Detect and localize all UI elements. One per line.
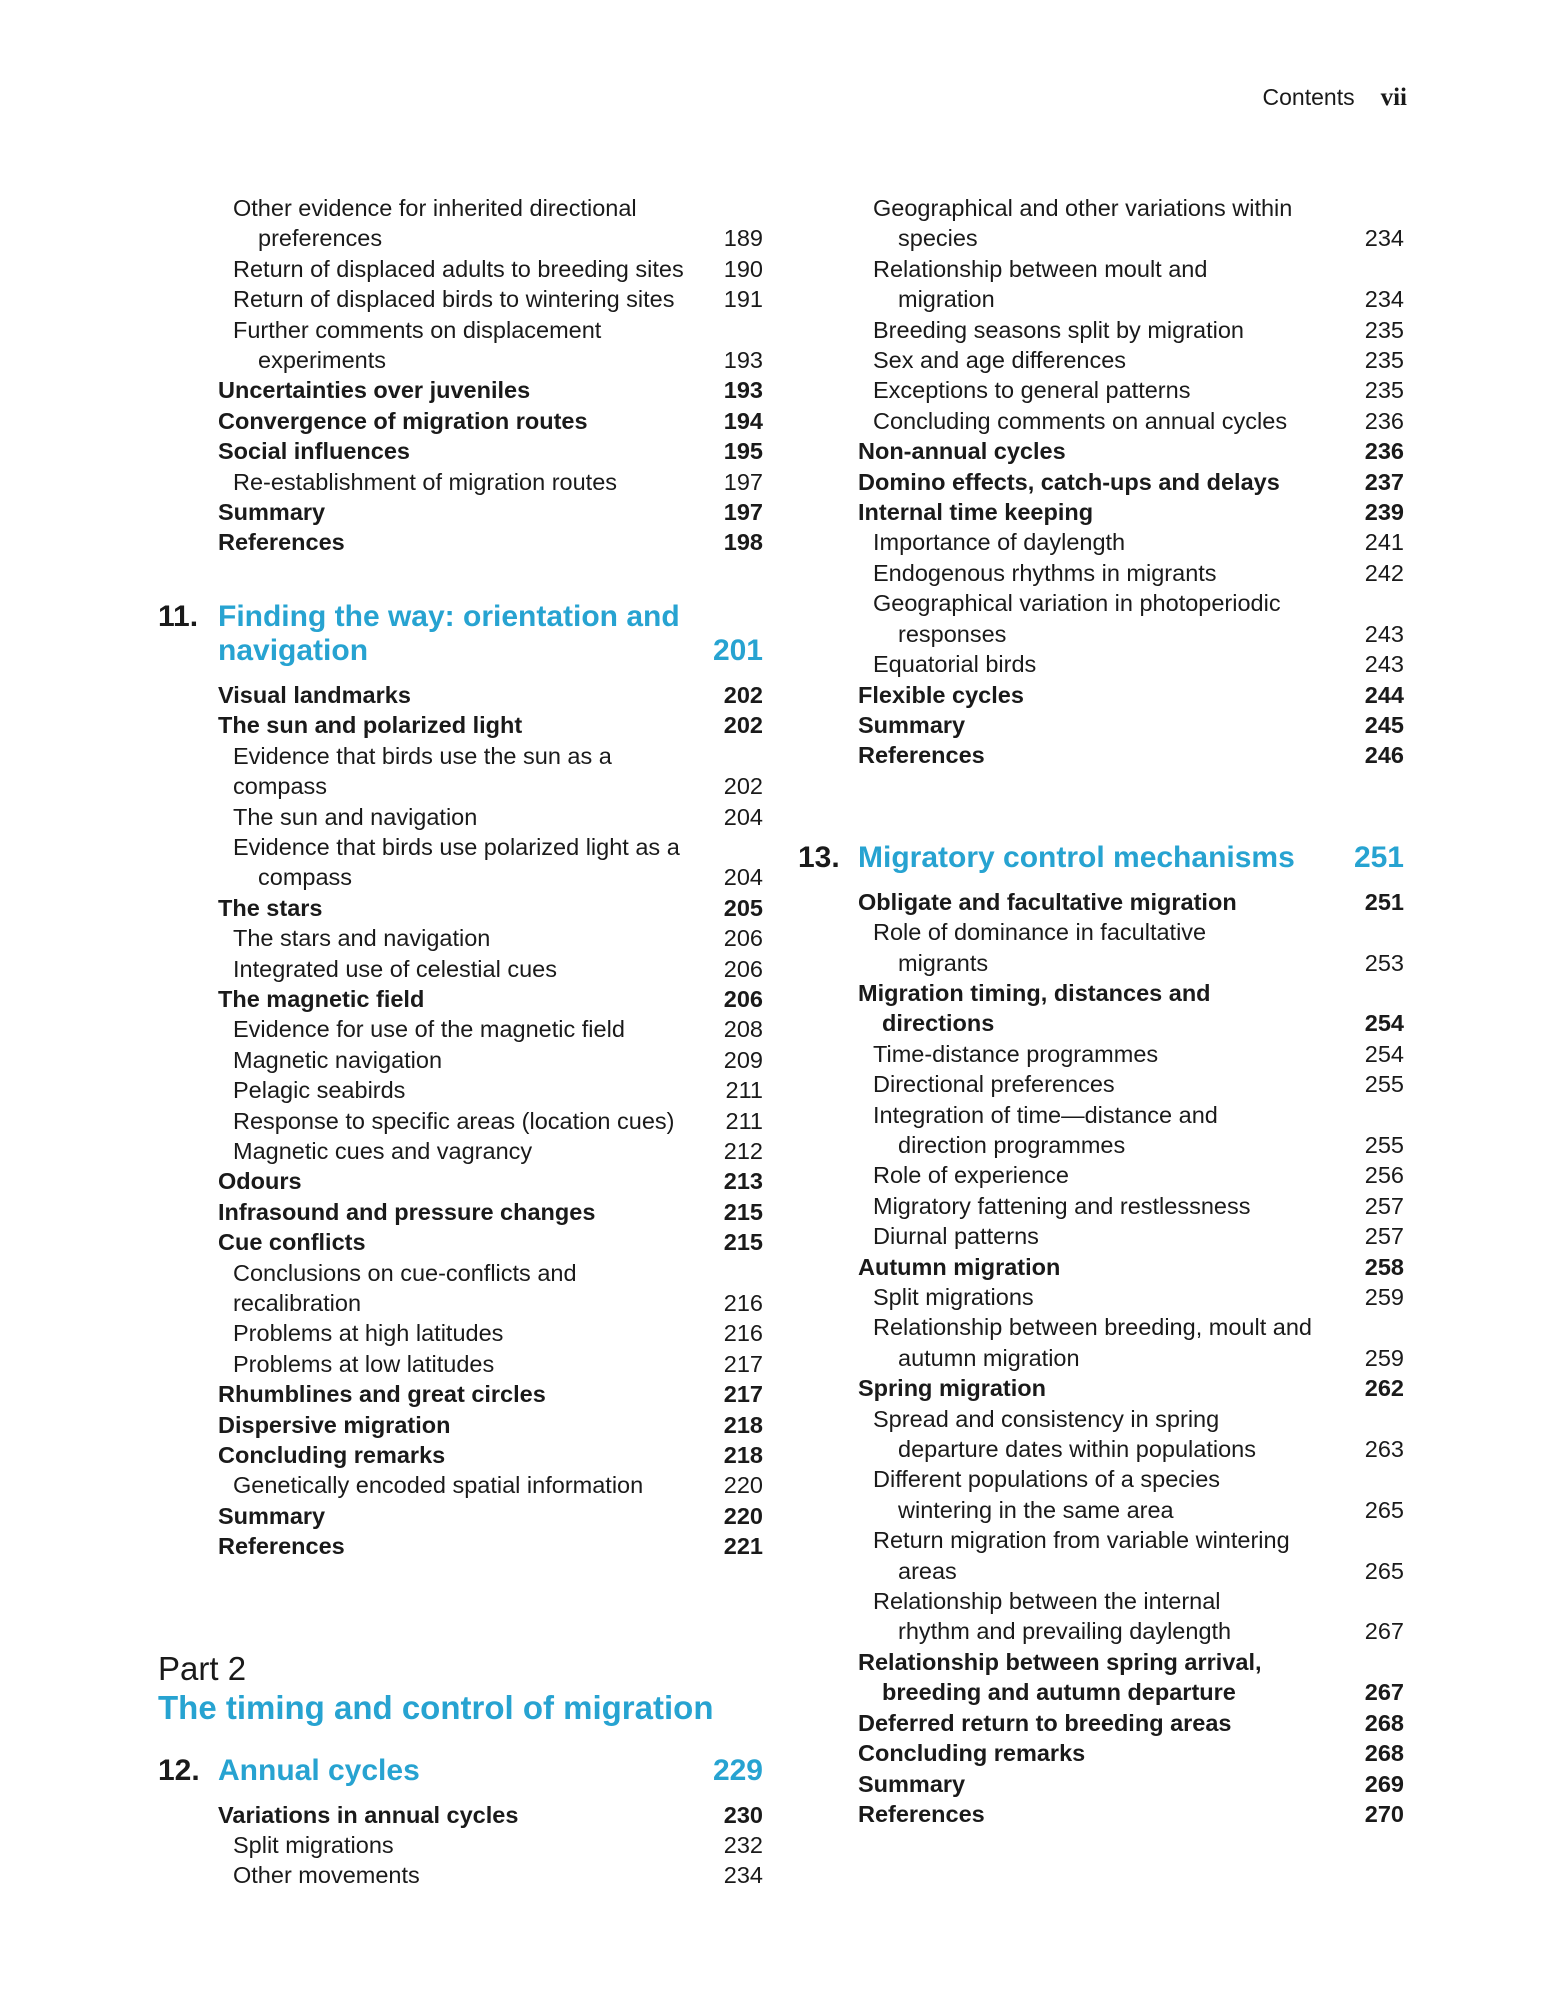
chapter-heading <box>158 1754 763 1788</box>
toc-entry-title: Evidence that birds use polarized light as a <box>233 833 680 860</box>
toc-entry-page: 189 <box>723 225 763 252</box>
toc-entry-title: Rhumblines and great circles <box>218 1381 546 1408</box>
toc-entry-page: 202 <box>723 681 763 708</box>
chapter-title: Annual cycles <box>218 1753 420 1787</box>
toc-entry-title: Variations in annual cycles <box>218 1801 519 1828</box>
toc-entry-page: 267 <box>1364 1618 1404 1645</box>
toc-entry-title: Uncertainties over juveniles <box>218 377 531 404</box>
toc-entry-page: 204 <box>723 803 763 830</box>
toc-entry <box>858 1708 1404 1738</box>
toc-entry-title: Visual landmarks <box>218 681 411 708</box>
toc-entry-page: 262 <box>1364 1375 1404 1402</box>
toc-entry-page: 217 <box>723 1350 763 1377</box>
toc-entry-page: 259 <box>1364 1344 1404 1371</box>
toc-entry-page: 211 <box>725 1077 763 1104</box>
toc-entry-page: 215 <box>723 1198 763 1225</box>
toc-entry <box>218 193 763 254</box>
toc-entry-title: Endogenous rhythms in migrants <box>873 559 1217 586</box>
toc-entry-title-continued: autumn migration <box>898 1344 1080 1371</box>
toc-entry-title: Summary <box>858 711 966 738</box>
toc-entry <box>858 680 1404 710</box>
toc-entry <box>858 406 1404 436</box>
toc-entry-page: 234 <box>1364 286 1404 313</box>
toc-entry-page: 193 <box>723 347 763 374</box>
toc-entry <box>858 917 1404 978</box>
toc-entry <box>858 1221 1404 1251</box>
toc-entry <box>858 1312 1404 1373</box>
toc-entry <box>218 1318 763 1348</box>
toc-group <box>858 887 1404 1830</box>
toc-entry-title: Relationship between breeding, moult and <box>873 1314 1312 1341</box>
toc-entry-page: 195 <box>723 438 763 465</box>
toc-entry <box>218 1860 763 1890</box>
toc-entry-page: 265 <box>1364 1496 1404 1523</box>
toc-entry-page: 245 <box>1364 711 1404 738</box>
toc-entry-title: Summary <box>858 1770 966 1797</box>
toc-entry-page: 241 <box>1364 529 1404 556</box>
toc-entry <box>218 954 763 984</box>
toc-group <box>218 1800 763 1891</box>
toc-entry <box>218 1349 763 1379</box>
toc-entry-page: 235 <box>1364 377 1404 404</box>
toc-entry <box>858 345 1404 375</box>
toc-entry-title: Integrated use of celestial cues <box>233 955 557 982</box>
toc-entry <box>858 1069 1404 1099</box>
toc-entry <box>218 1800 763 1830</box>
right-column <box>798 193 1404 1829</box>
toc-group <box>218 680 763 1562</box>
toc-entry-title: Social influences <box>218 438 410 465</box>
toc-entry <box>218 1470 763 1500</box>
toc-entry-page: 244 <box>1364 681 1404 708</box>
toc-entry-title: Response to specific areas (location cues) <box>233 1107 675 1134</box>
toc-entry-title: Relationship between the internal <box>873 1588 1221 1615</box>
toc-entry <box>858 467 1404 497</box>
toc-entry <box>218 284 763 314</box>
toc-entry-title: Evidence that birds use the sun as a compass <box>233 742 612 800</box>
toc-entry-title: Different populations of a species <box>873 1466 1221 1493</box>
toc-entry-title: Split migrations <box>873 1284 1034 1310</box>
toc-entry-title-continued: breeding and autumn departure <box>882 1679 1236 1706</box>
toc-entry-title-continued: areas <box>898 1557 957 1584</box>
toc-entry-title: References <box>218 1533 345 1560</box>
toc-entry <box>858 558 1404 588</box>
chapter-page: 251 <box>1353 840 1404 874</box>
toc-entry <box>218 802 763 832</box>
toc-entry <box>858 1282 1404 1312</box>
toc-entry-page: 197 <box>723 468 763 495</box>
toc-entry-page: 243 <box>1364 651 1404 678</box>
toc-entry-page: 236 <box>1364 438 1404 465</box>
toc-entry <box>218 375 763 405</box>
toc-entry-page: 198 <box>723 529 763 556</box>
toc-entry-title-continued: responses <box>898 620 1007 647</box>
toc-entry-page: 251 <box>1364 888 1404 915</box>
toc-entry-title: Spring migration <box>858 1375 1046 1402</box>
toc-entry <box>218 254 763 284</box>
toc-group <box>858 193 1404 771</box>
toc-entry-page: 206 <box>723 955 763 982</box>
toc-entry-page: 256 <box>1364 1162 1404 1189</box>
toc-entry <box>218 1166 763 1196</box>
toc-entry-title: The magnetic field <box>218 985 425 1012</box>
toc-entry-page: 218 <box>723 1442 763 1469</box>
toc-entry-title: The stars and navigation <box>233 925 491 952</box>
part-label: Part 2 <box>158 1649 247 1687</box>
toc-entry <box>858 375 1404 405</box>
toc-entry-page: 265 <box>1364 1557 1404 1584</box>
toc-entry-page: 216 <box>723 1320 763 1347</box>
toc-entry <box>218 1501 763 1531</box>
toc-entry-page: 221 <box>723 1533 763 1560</box>
toc-entry-page: 254 <box>1364 1010 1404 1037</box>
toc-entry-title-continued: migrants <box>898 949 989 976</box>
toc-entry <box>858 1373 1404 1403</box>
toc-entry-title: Directional preferences <box>873 1071 1115 1098</box>
toc-entry <box>858 1586 1404 1647</box>
toc-entry-page: 209 <box>723 1046 763 1073</box>
toc-entry-title: Infrasound and pressure changes <box>218 1198 596 1225</box>
toc-entry-page: 197 <box>723 499 763 526</box>
toc-entry-page: 202 <box>723 773 763 800</box>
chapter-title-line: navigation <box>218 633 369 667</box>
toc-entry-title-continued: experiments <box>258 347 386 374</box>
running-header-title: Contents <box>1262 84 1355 110</box>
toc-entry <box>858 254 1404 315</box>
toc-entry-title-continued: directions <box>882 1010 995 1037</box>
toc-entry-title-continued: species <box>898 225 978 252</box>
toc-entry-title: Relationship between spring arrival, <box>858 1648 1262 1675</box>
toc-entry-page: 268 <box>1364 1709 1404 1736</box>
toc-entry-page: 220 <box>723 1472 763 1499</box>
toc-entry-title: Autumn migration <box>858 1253 1061 1280</box>
toc-entry-title-continued: departure dates within populations <box>898 1436 1256 1463</box>
toc-entry <box>858 315 1404 345</box>
left-column <box>158 193 763 1891</box>
toc-entry-page: 218 <box>723 1411 763 1438</box>
toc-entry <box>218 893 763 923</box>
chapter-page: 229 <box>712 1753 763 1787</box>
toc-entry <box>218 923 763 953</box>
toc-entry-page: 243 <box>1364 620 1404 647</box>
toc-entry-title: Return migration from variable wintering <box>873 1527 1290 1554</box>
toc-entry-title: Sex and age differences <box>873 347 1127 374</box>
toc-entry-page: 211 <box>725 1107 763 1134</box>
chapter-heading <box>798 841 1404 875</box>
toc-entry-title: Obligate and facultative migration <box>858 888 1237 915</box>
toc-entry <box>218 1136 763 1166</box>
chapter-title: Migratory control mechanisms <box>858 840 1295 874</box>
toc-entry <box>858 1404 1404 1465</box>
toc-entry-title: Time-distance programmes <box>873 1040 1159 1067</box>
toc-entry <box>858 527 1404 557</box>
toc-entry <box>218 436 763 466</box>
toc-entry <box>858 1738 1404 1768</box>
toc-entry-title: Concluding remarks <box>218 1442 446 1469</box>
toc-entry <box>858 1100 1404 1161</box>
toc-entry-page: 235 <box>1364 316 1404 343</box>
toc-entry <box>218 1410 763 1440</box>
toc-entry-title: Other movements <box>233 1862 420 1889</box>
toc-entry-page: 213 <box>723 1168 763 1195</box>
toc-entry-title: Role of dominance in facultative <box>873 919 1207 946</box>
toc-entry <box>218 1227 763 1257</box>
toc-entry-title: Non-annual cycles <box>858 438 1066 465</box>
toc-entry <box>218 1379 763 1409</box>
toc-entry-page: 230 <box>723 1801 763 1828</box>
toc-entry-title: Internal time keeping <box>858 499 1094 526</box>
toc-entry-page: 232 <box>723 1832 763 1859</box>
toc-entry-title: Problems at low latitudes <box>233 1350 495 1377</box>
toc-entry-title: Migration timing, distances and <box>858 979 1211 1006</box>
toc-entry <box>858 1799 1404 1829</box>
toc-entry <box>858 1191 1404 1221</box>
toc-entry-title-continued: direction programmes <box>898 1131 1126 1158</box>
toc-entry-page: 234 <box>1364 225 1404 252</box>
toc-entry-page: 205 <box>723 894 763 921</box>
toc-entry-page: 258 <box>1364 1253 1404 1280</box>
toc-entry-page: 206 <box>723 985 763 1012</box>
toc-entry-title: The sun and navigation <box>233 803 478 830</box>
toc-entry-title: Migratory fattening and restlessness <box>873 1192 1251 1219</box>
toc-entry-page: 234 <box>723 1862 763 1889</box>
toc-entry <box>858 436 1404 466</box>
toc-entry-title: Magnetic cues and vagrancy <box>233 1137 533 1164</box>
toc-entry <box>858 497 1404 527</box>
toc-entry-page: 202 <box>723 712 763 739</box>
part-title: The timing and control of migration <box>158 1688 714 1726</box>
toc-entry <box>858 649 1404 679</box>
toc-entry-title: Exceptions to general patterns <box>873 377 1191 404</box>
toc-entry <box>218 832 763 893</box>
toc-entry-page: 220 <box>723 1502 763 1529</box>
toc-entry-title: References <box>858 742 985 769</box>
toc-entry <box>218 1197 763 1227</box>
toc-entry-page: 259 <box>1364 1284 1404 1310</box>
toc-entry-title: Geographical variation in photoperiodic <box>873 590 1281 617</box>
page-number: vii <box>1380 84 1407 111</box>
toc-entry-title: Relationship between moult and <box>873 255 1208 282</box>
toc-entry <box>858 1252 1404 1282</box>
toc-entry <box>858 588 1404 649</box>
toc-entry-title: Genetically encoded spatial information <box>233 1472 644 1499</box>
toc-entry-title: Convergence of migration routes <box>218 407 588 434</box>
chapter-number: 12. <box>158 1753 200 1787</box>
toc-entry-title-continued: compass <box>258 864 353 891</box>
toc-entry-title: The sun and polarized light <box>218 712 523 739</box>
toc-entry-title: Other evidence for inherited directional <box>233 195 637 221</box>
toc-entry <box>858 1525 1404 1586</box>
toc-entry-title: Cue conflicts <box>218 1229 366 1256</box>
toc-entry-page: 269 <box>1364 1770 1404 1797</box>
toc-entry-page: 270 <box>1364 1800 1404 1827</box>
toc-group <box>218 193 763 558</box>
toc-entry <box>858 1769 1404 1799</box>
toc-entry <box>858 710 1404 740</box>
toc-entry-page: 268 <box>1364 1740 1404 1767</box>
toc-entry-page: 193 <box>723 377 763 404</box>
chapter-number: 13. <box>798 840 840 874</box>
toc-entry <box>218 1075 763 1105</box>
toc-entry <box>218 1830 763 1860</box>
running-header <box>1263 84 1407 112</box>
toc-entry-page: 242 <box>1364 559 1404 586</box>
toc-entry <box>218 497 763 527</box>
toc-entry-page: 255 <box>1364 1071 1404 1098</box>
toc-entry-title-continued: migration <box>898 286 995 313</box>
toc-entry-title: The stars <box>218 894 323 921</box>
toc-entry <box>218 741 763 802</box>
toc-entry-title: Summary <box>218 499 326 526</box>
toc-entry <box>218 315 763 376</box>
toc-entry-title: Domino effects, catch-ups and delays <box>858 468 1280 495</box>
toc-entry <box>218 1106 763 1136</box>
toc-entry <box>218 984 763 1014</box>
toc-entry <box>218 1258 763 1319</box>
toc-entry-title: Concluding comments on annual cycles <box>873 407 1288 434</box>
toc-entry-title: Conclusions on cue-conflicts and recalibration <box>233 1259 577 1316</box>
toc-entry-page: 267 <box>1364 1679 1404 1706</box>
toc-entry-page: 246 <box>1364 742 1404 769</box>
toc-entry-page: 215 <box>723 1229 763 1256</box>
toc-entry-title: Problems at high latitudes <box>233 1320 504 1347</box>
toc-entry-page: 257 <box>1364 1192 1404 1219</box>
toc-entry-title: Return of displaced birds to wintering sites <box>233 286 675 313</box>
toc-entry-title: Spread and consistency in spring <box>873 1405 1220 1432</box>
toc-entry-page: 263 <box>1364 1436 1404 1463</box>
toc-entry <box>858 1464 1404 1525</box>
toc-entry <box>858 1160 1404 1190</box>
toc-entry-page: 257 <box>1364 1223 1404 1250</box>
toc-entry-page: 253 <box>1364 949 1404 976</box>
toc-entry-page: 190 <box>723 255 763 282</box>
chapter-heading <box>158 600 763 668</box>
toc-entry-page: 191 <box>723 286 763 313</box>
toc-entry-page: 217 <box>723 1381 763 1408</box>
toc-entry-page: 239 <box>1364 499 1404 526</box>
toc-entry-title: Deferred return to breeding areas <box>858 1709 1232 1736</box>
toc-entry-title: Magnetic navigation <box>233 1046 443 1073</box>
toc-entry <box>218 406 763 436</box>
toc-entry-title: Pelagic seabirds <box>233 1077 406 1104</box>
toc-entry-title: Odours <box>218 1168 302 1195</box>
toc-entry-title: Role of experience <box>873 1162 1069 1189</box>
toc-entry-page: 255 <box>1364 1131 1404 1158</box>
toc-entry-title: Split migrations <box>233 1832 394 1859</box>
toc-entry <box>218 527 763 557</box>
toc-entry-title-continued: preferences <box>258 225 383 252</box>
toc-entry-page: 206 <box>723 925 763 952</box>
toc-entry <box>218 467 763 497</box>
toc-entry-page: 235 <box>1364 347 1404 374</box>
toc-entry-title: Flexible cycles <box>858 681 1024 708</box>
toc-entry-page: 254 <box>1364 1040 1404 1067</box>
toc-entry-page: 212 <box>723 1137 763 1164</box>
toc-entry <box>858 1647 1404 1708</box>
toc-entry-page: 216 <box>723 1290 763 1316</box>
toc-entry-page: 204 <box>723 864 763 891</box>
toc-entry-title: Importance of daylength <box>873 529 1126 556</box>
toc-entry-title: Further comments on displacement <box>233 316 602 343</box>
toc-entry-page: 208 <box>723 1016 763 1043</box>
toc-entry-title: Re-establishment of migration routes <box>233 468 618 495</box>
toc-entry-page: 237 <box>1364 468 1404 495</box>
toc-entry-title: Dispersive migration <box>218 1411 451 1438</box>
toc-entry-title: Geographical and other variations within <box>873 195 1293 221</box>
toc-entry-page: 236 <box>1364 407 1404 434</box>
chapter-title-line: Finding the way: orientation and <box>218 599 680 633</box>
toc-entry <box>218 1440 763 1470</box>
toc-entry-title-continued: rhythm and prevailing daylength <box>898 1618 1232 1645</box>
toc-entry <box>218 1045 763 1075</box>
chapter-number: 11. <box>158 599 199 633</box>
toc-entry <box>858 978 1404 1039</box>
toc-entry-title: Breeding seasons split by migration <box>873 316 1244 343</box>
part-heading <box>158 1650 763 1728</box>
toc-entry <box>858 740 1404 770</box>
toc-entry-title: Summary <box>218 1502 326 1529</box>
toc-entry-title: References <box>218 529 345 556</box>
toc-entry <box>858 887 1404 917</box>
toc-entry <box>858 1039 1404 1069</box>
toc-entry-title: Concluding remarks <box>858 1740 1086 1767</box>
toc-entry-page: 194 <box>723 407 763 434</box>
toc-entry <box>218 1531 763 1561</box>
toc-entry <box>218 1014 763 1044</box>
chapter-page: 201 <box>712 633 763 667</box>
toc-entry-title: Diurnal patterns <box>873 1223 1039 1250</box>
toc-entry-title: Integration of time—distance and <box>873 1101 1218 1128</box>
toc-entry-title-continued: wintering in the same area <box>898 1496 1174 1523</box>
toc-entry <box>858 193 1404 254</box>
toc-entry <box>218 680 763 710</box>
toc-entry-title: Equatorial birds <box>873 651 1037 678</box>
toc-entry-title: Return of displaced adults to breeding sites <box>233 255 684 282</box>
toc-entry-title: References <box>858 1800 985 1827</box>
toc-entry-title: Evidence for use of the magnetic field <box>233 1016 625 1043</box>
toc-entry <box>218 710 763 740</box>
